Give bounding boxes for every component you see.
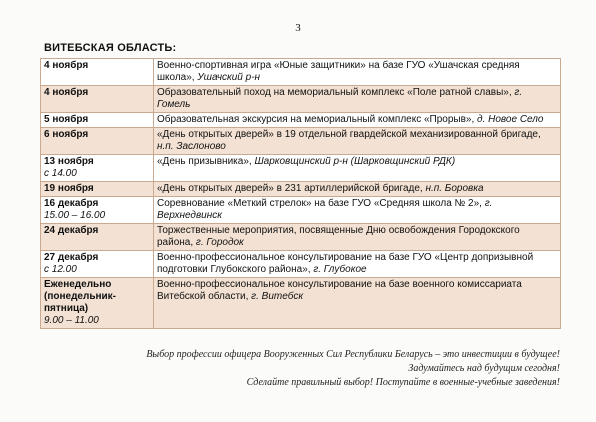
event-description: Торжественные мероприятия, посвященные Дню освобождения Городокского района, [157, 225, 520, 248]
event-date: 19 ноября [44, 183, 94, 194]
event-cell [154, 155, 561, 182]
table-row [41, 197, 561, 224]
date-cell [41, 86, 154, 113]
date-cell [41, 182, 154, 197]
section-title: ВИТЕБСКАЯ ОБЛАСТЬ: [44, 42, 177, 54]
event-date: 16 декабря [44, 198, 99, 209]
event-cell [154, 278, 561, 329]
table-row [41, 224, 561, 251]
event-cell [154, 197, 561, 224]
event-location: г. Верхнедвинск [157, 198, 493, 221]
event-location: г. Гомель [157, 87, 523, 110]
event-description: Образовательный поход на мемориальный комплекс «Поле ратной славы», [157, 87, 515, 98]
event-location: г. Витебск [251, 291, 304, 302]
event-date: 5 ноября [44, 114, 89, 125]
event-date: Еженедельно (понедельник-пятница) [44, 279, 117, 314]
date-cell [41, 155, 154, 182]
event-date: 4 ноября [44, 60, 89, 71]
event-cell [154, 224, 561, 251]
footer-line-1: Выбор профессии офицера Вооруженных Сил Республики Беларусь – это инвестиции в будущее! [146, 349, 560, 360]
event-location: г. Глубокое [313, 264, 367, 275]
event-date: 27 декабря [44, 252, 99, 263]
event-description: Соревнование «Меткий стрелок» на базе ГУО «Средняя школа № 2», [157, 198, 485, 209]
event-date: 6 ноября [44, 129, 89, 140]
page-number: 3 [295, 22, 301, 34]
event-location: д. Новое Село [477, 114, 544, 125]
event-location: Ушачский р-н [197, 72, 261, 83]
footer-line-2: Задумайтесь над будущим сегодня! [408, 363, 560, 374]
event-time: с 12.00 [44, 264, 77, 275]
date-cell [41, 251, 154, 278]
event-cell [154, 128, 561, 155]
table-row [41, 155, 561, 182]
event-description: «День призывника», [157, 156, 255, 167]
event-location: г. Городок [195, 237, 244, 248]
event-description: «День открытых дверей» в 231 артиллерийской бригаде, [157, 183, 426, 194]
table-row [41, 113, 561, 128]
event-time: 9.00 – 11.00 [44, 315, 99, 326]
event-cell [154, 251, 561, 278]
event-time: с 14.00 [44, 168, 77, 179]
event-description: «День открытых дверей» в 19 отдельной гвардейской механизированной бригаде, [157, 129, 541, 140]
events-table [40, 58, 561, 329]
event-date: 24 декабря [44, 225, 99, 236]
event-time: 15.00 – 16.00 [44, 210, 106, 221]
date-cell [41, 128, 154, 155]
table-row [41, 59, 561, 86]
event-description: Военно-профессиональное консультирование на базе ГУО «Центр допризывной подготовки Глубокского района», [157, 252, 534, 275]
event-cell [154, 182, 561, 197]
event-description: Образовательная экскурсия на мемориальный комплекс «Прорыв», [157, 114, 478, 125]
table-row [41, 128, 561, 155]
date-cell [41, 278, 154, 329]
event-date: 13 ноября [44, 156, 94, 167]
date-cell [41, 59, 154, 86]
table-row [41, 278, 561, 329]
event-description: Военно-профессиональное консультирование на базе военного комиссариата Витебской области, [157, 279, 522, 302]
event-cell [154, 113, 561, 128]
table-row [41, 86, 561, 113]
event-date: 4 ноября [44, 87, 89, 98]
date-cell [41, 113, 154, 128]
table-row [41, 182, 561, 197]
table-row [41, 251, 561, 278]
event-location: н.п. Заслоново [157, 141, 226, 152]
event-cell [154, 86, 561, 113]
event-description: Военно-спортивная игра «Юные защитники» на базе ГУО «Ушачская средняя школа», [157, 60, 520, 83]
date-cell [41, 197, 154, 224]
footer-line-3: Сделайте правильный выбор! Поступайте в военные-учебные заведения! [246, 377, 560, 388]
event-location: Шарковщинский р-н (Шарковщинский РДК) [254, 156, 456, 167]
date-cell [41, 224, 154, 251]
event-cell [154, 59, 561, 86]
event-location: н.п. Боровка [425, 183, 484, 194]
